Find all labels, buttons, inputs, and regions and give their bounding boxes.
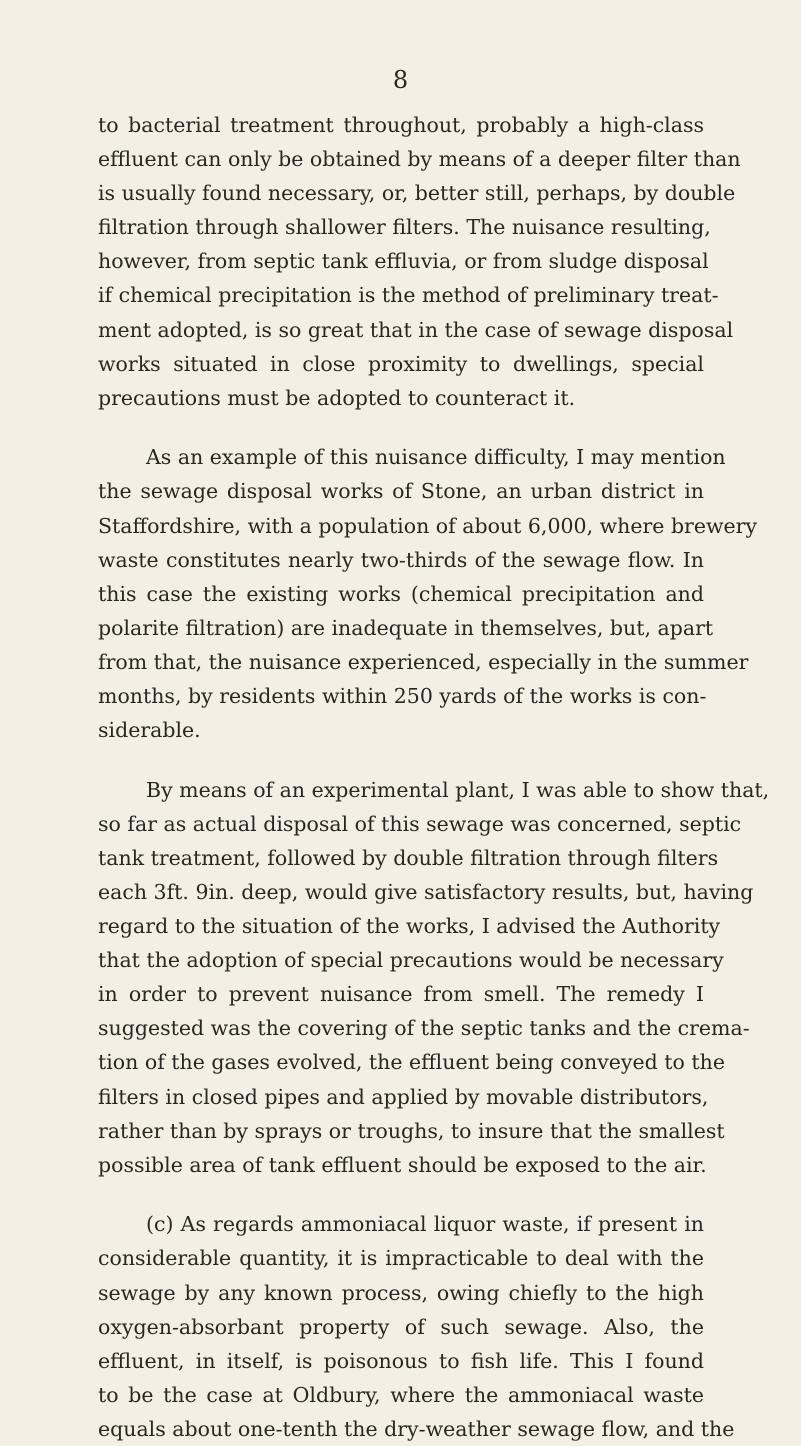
text-line: to bacterial treatment throughout, probably a high-class <box>98 113 704 137</box>
text-line: in order to prevent nuisance from smell. The remedy I <box>98 982 704 1007</box>
text-line: each 3ft. 9in. deep, would give satisfactory results, but, having <box>98 879 754 904</box>
page-number: 8 <box>392 66 409 94</box>
text-line: (c) As regards ammoniacal liquor waste, if present in <box>146 1212 704 1237</box>
text-line: filtration through shallower filters. The nuisance resulting, <box>98 215 711 240</box>
text-line: polarite filtration) are inadequate in themselves, but, apart <box>98 615 714 640</box>
text-line: equals about one-tenth the dry-weather sewage flow, and the <box>98 1416 735 1441</box>
text-line: rather than by sprays or troughs, to insure that the smallest <box>98 1118 725 1143</box>
text-line: from that, the nuisance experienced, especially in the summer <box>98 649 749 674</box>
text-line: sewage by any known process, owing chiefly to the high <box>98 1280 704 1305</box>
paragraph-3 <box>98 773 770 1182</box>
text-line: if chemical precipitation is the method of preliminary treat- <box>98 283 719 308</box>
paragraph-1 <box>98 108 741 415</box>
text-line: tion of the gases evolved, the effluent being conveyed to the <box>98 1050 725 1075</box>
text-line: Staffordshire, with a population of about 6,000, where brewery <box>98 513 758 538</box>
text-line: months, by residents within 250 yards of the works is con- <box>98 684 707 708</box>
text-line: As an example of this nuisance difficulty, I may mention <box>146 445 726 470</box>
text-line: siderable. <box>98 718 201 743</box>
text-line: considerable quantity, it is impracticable to deal with the <box>98 1246 704 1271</box>
text-line: tank treatment, followed by double filtration through filters <box>98 845 719 870</box>
text-line: to be the case at Oldbury, where the ammoniacal waste <box>98 1382 704 1407</box>
text-line: however, from septic tank effluvia, or from sludge disposal <box>98 249 709 274</box>
body-text <box>98 108 770 1446</box>
text-line: regard to the situation of the works, I advised the Authority <box>98 914 721 939</box>
text-line: oxygen-absorbant property of such sewage. Also, the <box>98 1314 704 1339</box>
text-line: ment adopted, is so great that in the case of sewage disposal <box>98 317 734 342</box>
text-line: effluent, in itself, is poisonous to fish life. This I found <box>98 1348 704 1373</box>
text-line: this case the existing works (chemical precipitation and <box>98 581 704 606</box>
text-line: possible area of tank effluent should be exposed to the air. <box>98 1152 707 1177</box>
text-line: that the adoption of special precautions would be necessary <box>98 948 724 973</box>
text-line: the sewage disposal works of Stone, an urban district in <box>98 479 704 504</box>
text-line: precautions must be adopted to counteract it. <box>98 385 576 410</box>
paragraph-4 <box>98 1207 735 1446</box>
text-line: is usually found necessary, or, better still, perhaps, by double <box>98 181 736 206</box>
text-line: works situated in close proximity to dwellings, special <box>98 351 704 376</box>
text-line: filters in closed pipes and applied by movable distributors, <box>98 1084 709 1109</box>
text-line: waste constitutes nearly two-thirds of the sewage flow. In <box>98 547 704 572</box>
text-line: By means of an experimental plant, I was able to show that, <box>146 777 770 802</box>
text-line: effluent can only be obtained by means of a deeper filter than <box>98 147 741 172</box>
paragraph-2 <box>98 440 758 747</box>
text-line: so far as actual disposal of this sewage was concerned, septic <box>98 811 742 836</box>
text-line: suggested was the covering of the septic tanks and the crema- <box>98 1016 750 1041</box>
